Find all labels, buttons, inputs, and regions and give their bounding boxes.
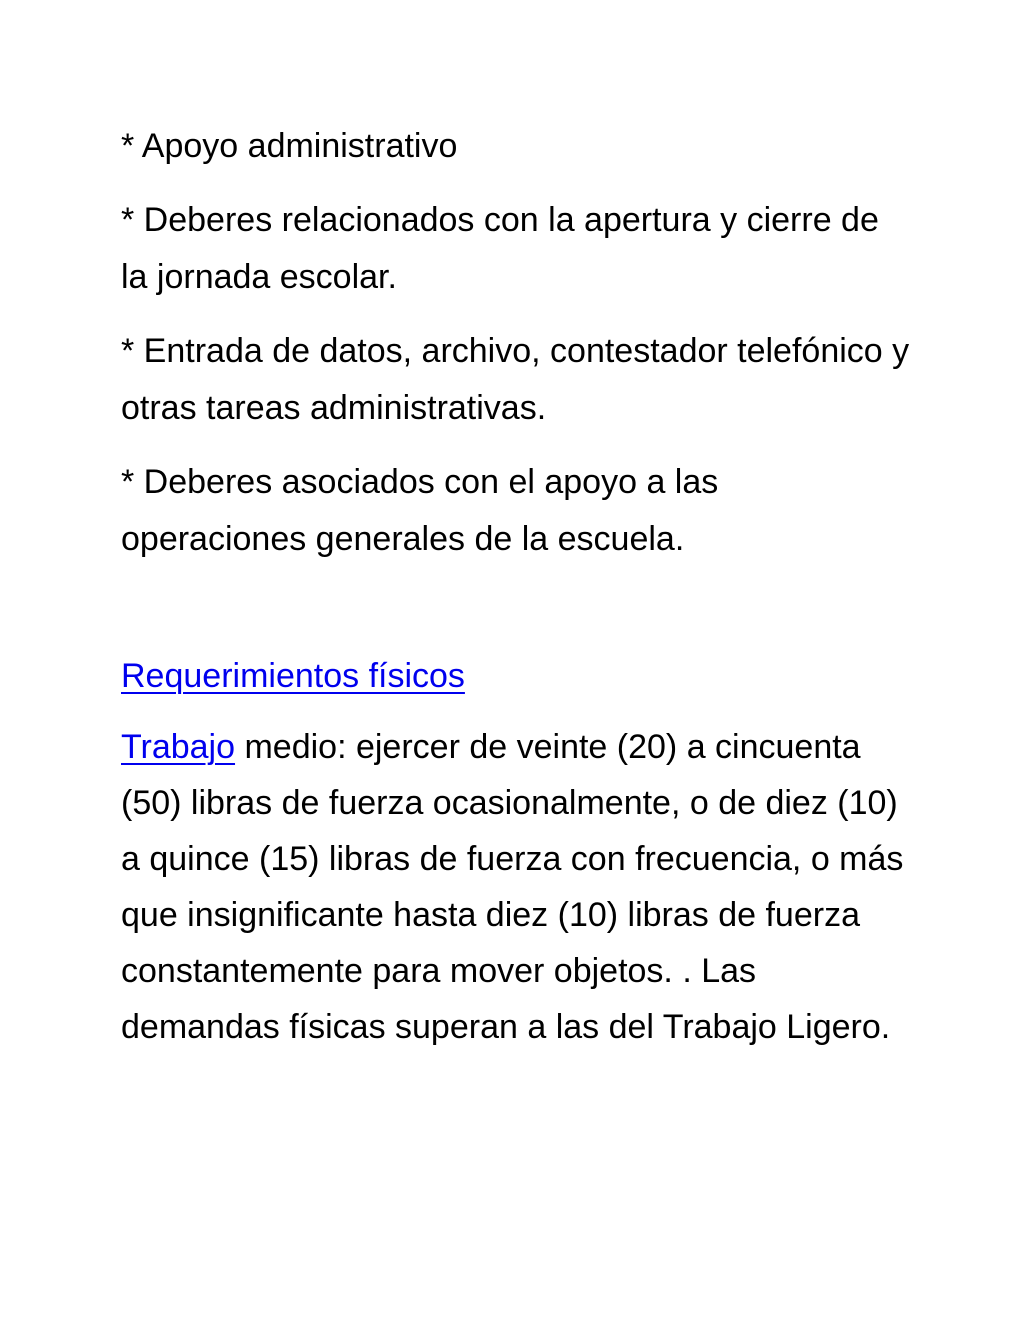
physical-requirements-paragraph bbox=[121, 719, 911, 1055]
bullet-general-operations: * Deberes asociados con el apoyo a las operaciones generales de la escuela. bbox=[121, 463, 719, 558]
trabajo-link[interactable]: Trabajo bbox=[121, 728, 236, 766]
physical-requirements-link[interactable]: Requerimientos físicos bbox=[121, 657, 465, 695]
section-heading bbox=[121, 648, 911, 705]
physical-requirements-text: medio: ejercer de veinte (20) a cincuenta (50) libras de fuerza ocasionalmente, o de diez (10) a quince (15) libras de fuerza con frecuencia, o más que insignificante hasta diez (10) libras de fuerza constantemente para mover objetos. . Las demandas físicas superan a las del Trabajo Ligero. bbox=[121, 728, 904, 1046]
document-content bbox=[121, 118, 911, 1072]
bullet-data-entry: * Entrada de datos, archivo, contestador telefónico y otras tareas administrativas. bbox=[121, 332, 910, 427]
bullet-opening-closing-duties: * Deberes relacionados con la apertura y cierre de la jornada escolar. bbox=[121, 201, 879, 296]
bullet-admin-support: * Apoyo administrativo bbox=[121, 127, 458, 165]
